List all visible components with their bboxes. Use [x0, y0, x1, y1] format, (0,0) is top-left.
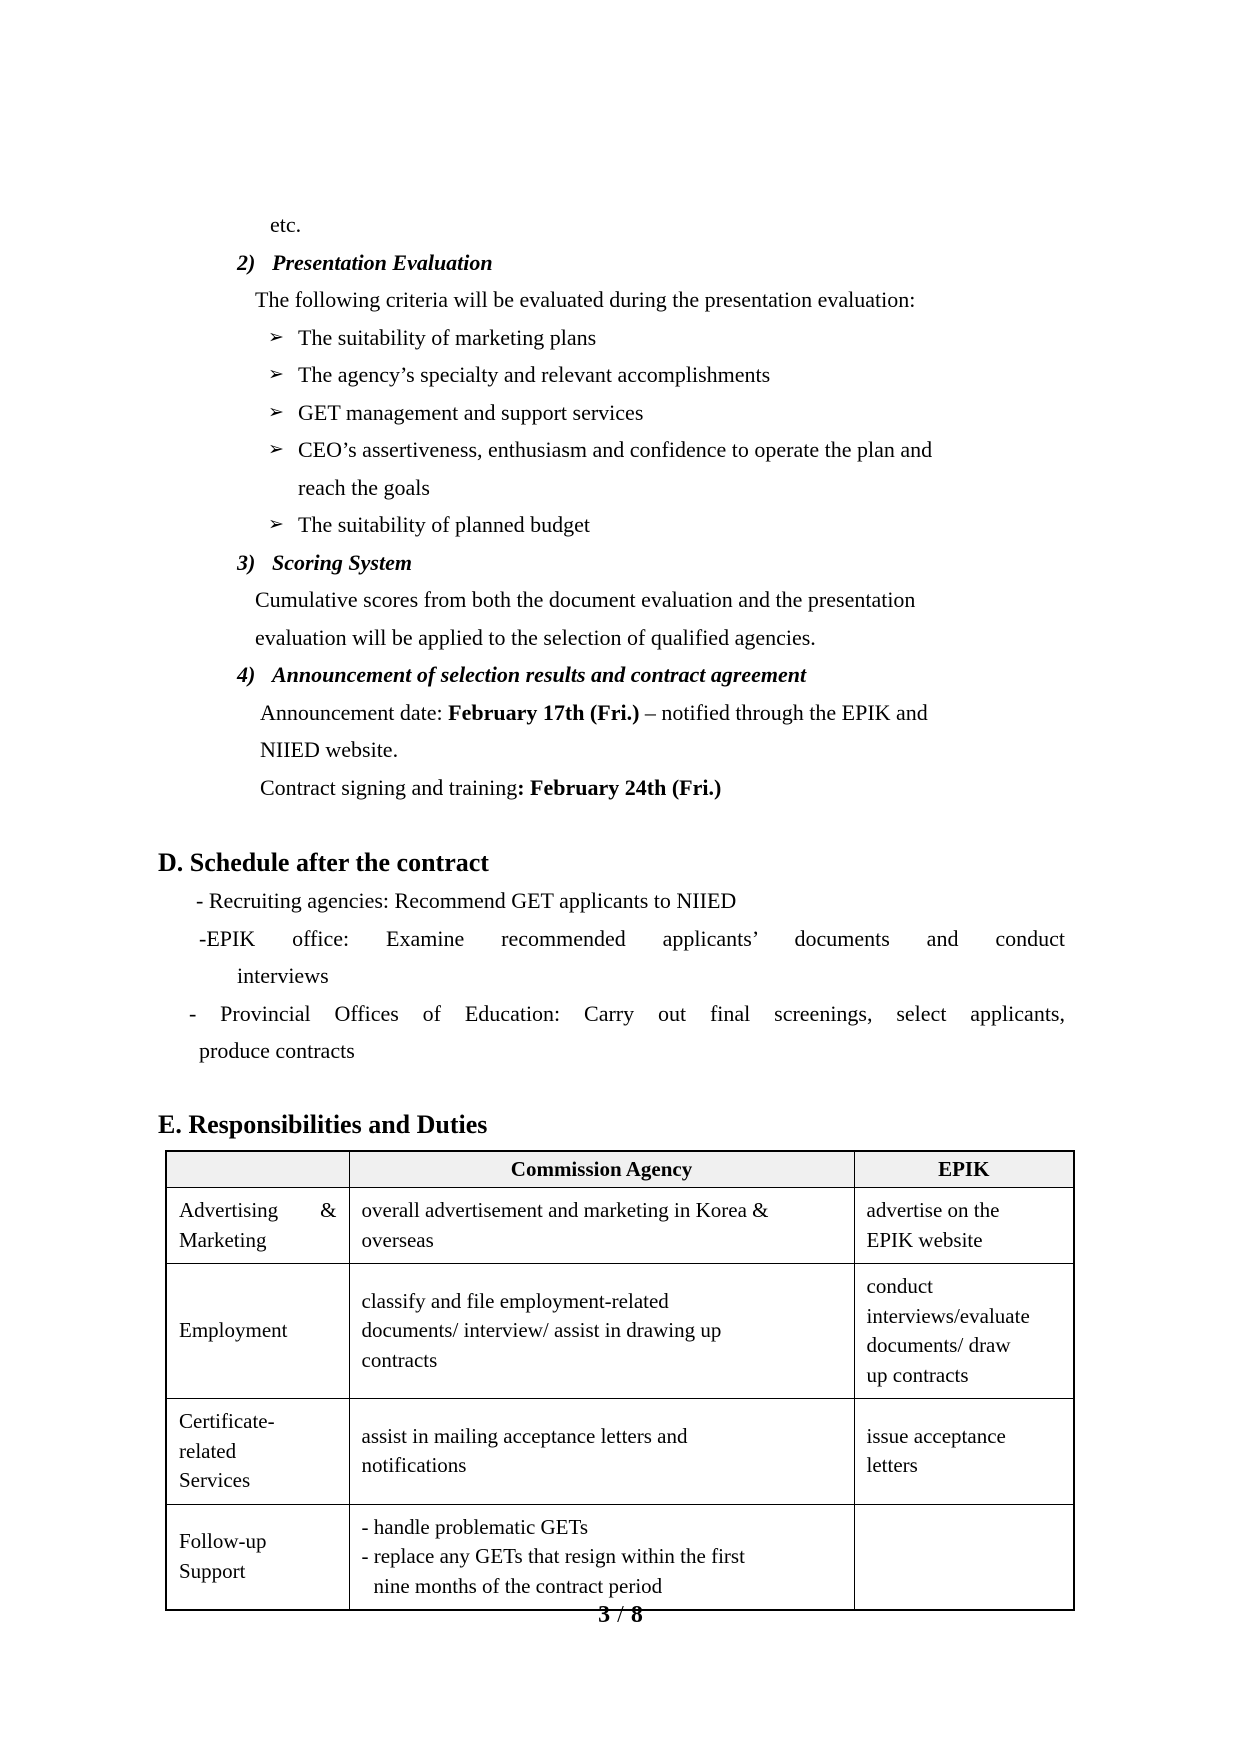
agency-cell [349, 1504, 854, 1610]
schedule-item-line: - Provincial Offices of Education: Carry out final screenings, select applicants, [189, 1000, 1065, 1026]
bullet-item [268, 431, 1045, 506]
contract-label: Contract signing and training [260, 774, 518, 800]
category-cell: Employment [166, 1264, 349, 1399]
schedule-item-recruiting-agencies: - Recruiting agencies: Recommend GET applicants to NIIED [196, 888, 737, 913]
category-line: Follow-up [179, 1529, 267, 1554]
heading-responsibilities-duties: E. Responsibilities and Duties [158, 1109, 488, 1139]
page-number-separator: / [617, 1602, 624, 1628]
bullet-text: The suitability of planned budget [298, 512, 591, 537]
arrowhead-bullet-icon: ➢ [268, 400, 284, 423]
cell-line: assist in mailing acceptance letters and [361, 1423, 688, 1448]
heading-number: 2) [237, 249, 256, 275]
cell-line: conduct [866, 1274, 933, 1298]
cell-line: letters [866, 1453, 918, 1478]
schedule-item-line: produce contracts [199, 1038, 355, 1063]
announcement-date-line [260, 694, 1241, 732]
epik-cell [854, 1188, 1074, 1264]
header-cell-commission-agency: Commission Agency [349, 1151, 854, 1188]
schedule-item-epik-office [199, 920, 1065, 995]
header-cell-category [166, 1151, 349, 1188]
cell-line: classify and file employment-related [361, 1288, 669, 1313]
category-line: Support [179, 1558, 246, 1583]
criteria-bullet-list [268, 319, 1045, 544]
schedule-item-provincial-offices [189, 995, 1065, 1070]
bullet-text-line: reach the goals [298, 474, 430, 500]
bullet-item [268, 394, 1045, 432]
epik-cell [854, 1264, 1074, 1399]
heading-title: Scoring System [272, 549, 412, 575]
etc-line: etc. [270, 212, 302, 237]
heading-number: 3) [237, 549, 256, 575]
category-line: Certificate- [179, 1409, 275, 1433]
paragraph-line: Cumulative scores from both the document evaluation and the presentation [255, 587, 916, 612]
arrowhead-bullet-icon: ➢ [268, 438, 284, 460]
contract-date-value: : February 24th (Fri.) [517, 774, 722, 800]
schedule-item-line: -EPIK office: Examine recommended applicants’ documents and conduct [199, 925, 1065, 951]
page-number-footer [0, 1600, 1241, 1630]
bullet-item [268, 356, 1045, 394]
scoring-paragraph [255, 581, 1241, 656]
category-word: Advertising [179, 1198, 279, 1222]
announcement-line-2: NIIED website. [260, 737, 399, 762]
page-number-current: 3 [598, 1602, 611, 1628]
epik-cell [854, 1399, 1074, 1505]
category-word: & [320, 1198, 337, 1222]
announcement-paragraph [260, 694, 1241, 769]
table-row-certificate-services [166, 1399, 1074, 1505]
contract-signing-line [260, 769, 1241, 807]
table-row-advertising-marketing [166, 1188, 1074, 1264]
cell-line: contracts [361, 1347, 438, 1372]
bullet-text-line: CEO’s assertiveness, enthusiasm and confidence to operate the plan and [298, 437, 933, 462]
table-header-row [166, 1151, 1074, 1188]
category-line [179, 1196, 337, 1226]
cell-line: - replace any GETs that resign within the first [361, 1544, 745, 1568]
agency-cell [349, 1264, 854, 1399]
category-cell [166, 1188, 349, 1264]
agency-cell [349, 1399, 854, 1505]
agency-cell [349, 1188, 854, 1264]
category-line: Marketing [179, 1227, 267, 1252]
heading-number: 4) [237, 662, 256, 687]
arrowhead-bullet-icon: ➢ [268, 325, 284, 348]
category-cell [166, 1504, 349, 1610]
bullet-text: The suitability of marketing plans [298, 324, 597, 350]
announcement-date-value: February 17th (Fri.) [448, 699, 640, 725]
cell-line: advertise on the [866, 1198, 1000, 1222]
category-cell [166, 1399, 349, 1505]
header-cell-epik: EPIK [854, 1151, 1074, 1188]
cell-line: overall advertisement and marketing in Korea & [361, 1198, 769, 1222]
heading-schedule-after-contract: D. Schedule after the contract [158, 848, 489, 877]
responsibilities-table [165, 1150, 1075, 1612]
cell-line: - handle problematic GETs [361, 1514, 589, 1539]
cell-line: documents/ draw [866, 1333, 1011, 1357]
table-row-follow-up-support [166, 1504, 1074, 1610]
paragraph-line: evaluation will be applied to the selection of qualified agencies. [255, 624, 816, 650]
heading-title: Announcement of selection results and contract agreement [272, 662, 807, 687]
bullet-text: GET management and support services [298, 399, 644, 425]
cell-line: up contracts [866, 1362, 969, 1387]
heading-title: Presentation Evaluation [272, 249, 493, 275]
arrowhead-bullet-icon: ➢ [268, 513, 284, 535]
presentation-intro-paragraph: The following criteria will be evaluated during the presentation evaluation: [255, 287, 916, 312]
heading-announcement [237, 656, 1241, 694]
cell-line: interviews/evaluate [866, 1303, 1030, 1328]
page-number-total: 8 [630, 1602, 643, 1628]
bullet-item [268, 319, 1045, 357]
heading-scoring-system [237, 544, 1241, 582]
cell-line: overseas [361, 1227, 434, 1252]
category-line: related [179, 1438, 237, 1463]
cell-line: notifications [361, 1453, 467, 1478]
announcement-date-rest: – notified through the EPIK and [639, 699, 928, 725]
schedule-item-line: interviews [237, 963, 329, 988]
epik-cell-empty [854, 1504, 1074, 1610]
bullet-item [268, 506, 1045, 544]
announcement-date-label: Announcement date: [260, 699, 449, 725]
cell-line: documents/ interview/ assist in drawing up [361, 1318, 722, 1343]
heading-presentation-evaluation [237, 244, 1241, 282]
cell-line: EPIK website [866, 1227, 983, 1252]
arrowhead-bullet-icon: ➢ [268, 363, 284, 385]
cell-line: nine months of the contract period [373, 1573, 663, 1598]
bullet-text: The agency’s specialty and relevant accomplishments [298, 362, 771, 387]
table-row-employment [166, 1264, 1074, 1399]
category-line: Services [179, 1468, 251, 1492]
cell-line: issue acceptance [866, 1423, 1006, 1448]
